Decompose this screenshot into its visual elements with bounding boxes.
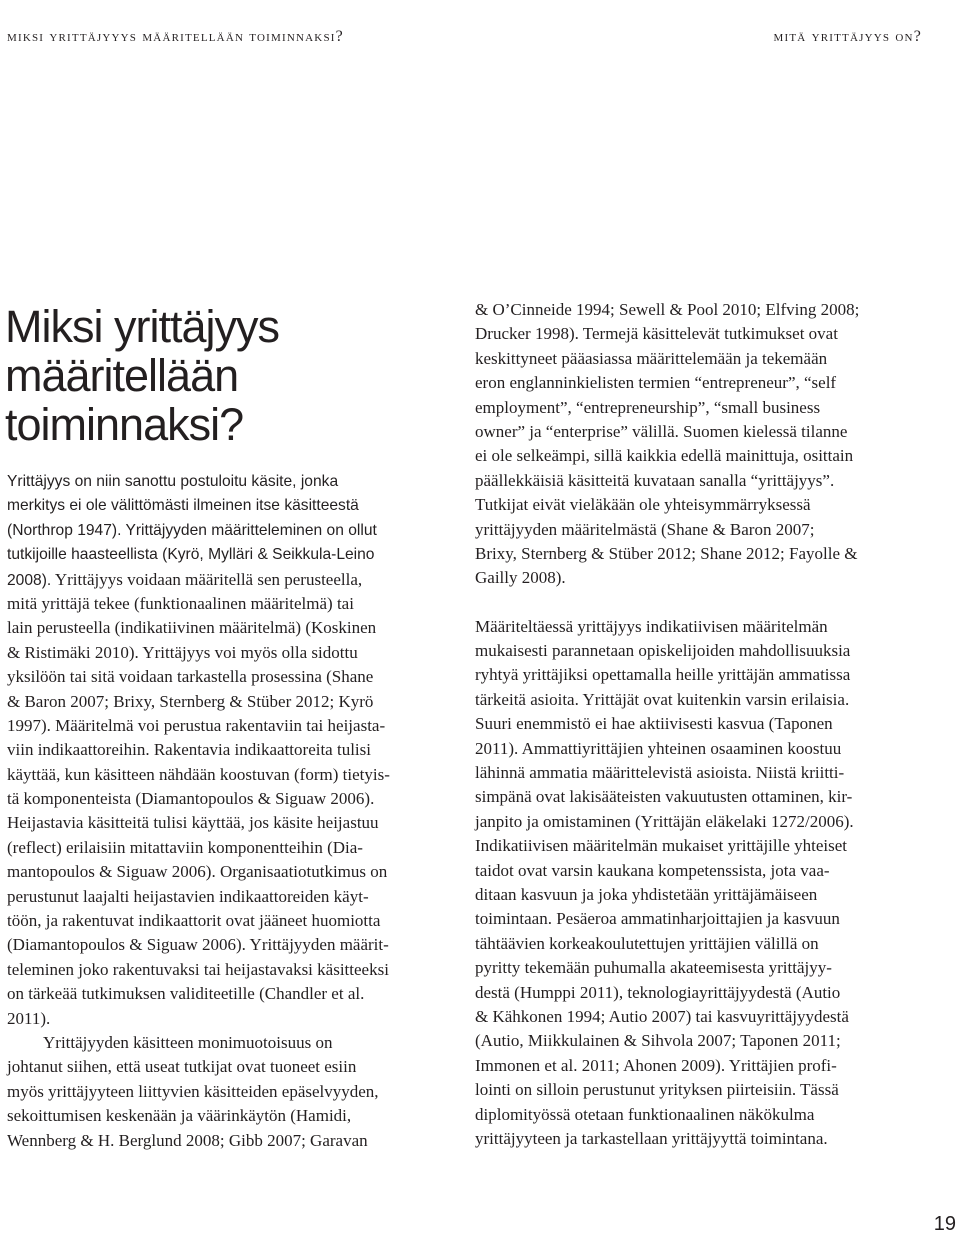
left-column [7, 470, 462, 1153]
text-line: viin indikaattoreihin. Rakentavia indikaattoreita tulisi [7, 740, 371, 760]
paragraph-start: Yrittäjyys voidaan määritellä sen perusteella, [51, 569, 363, 589]
body-paragraph [7, 568, 462, 1031]
running-header-right: mitä yrittäjyys on? [773, 28, 922, 45]
text-line: Immonen et al. 2011; Ahonen 2009). Yrittäjien profi- [475, 1055, 837, 1075]
section-title [5, 302, 425, 449]
text-line: janpito ja omistaminen (Yrittäjän eläkelaki 1272/2006). [475, 811, 854, 831]
text-line: Gailly 2008). [475, 568, 566, 588]
text-line: teleminen joko rakentuvaksi tai heijastavaksi käsitteeksi [7, 959, 389, 979]
text-line: ei ole selkeämpi, sillä kaikkia edellä mainittuja, osittain [475, 446, 854, 466]
text-line: töön, ja rakentuvat indikaattorit ovat jääneet huomiotta [7, 911, 381, 931]
paragraph-gap [475, 591, 935, 615]
text-line: tä komponenteista (Diamantopoulos & Siguaw 2006). [7, 789, 375, 809]
section-title-line: Miksi yrittäjyys [5, 301, 279, 352]
text-line: on tärkeää tutkimuksen validiteetille (Chandler et al. [7, 984, 365, 1004]
text-line: keskittyneet pääasiassa määrittelemään ja tekemään [475, 348, 828, 368]
text-line: myös yrittäjyyteen liittyvien käsitteiden epäselvyyden, [7, 1081, 379, 1101]
intro-tail: 2008). [7, 571, 52, 589]
text-line: & O’Cinneide 1994; Sewell & Pool 2010; Elfving 2008; [475, 300, 860, 319]
body-paragraph [475, 298, 935, 591]
text-line: mitä yrittäjä tekee (funktionaalinen määritelmä) tai [7, 593, 354, 613]
text-line: pyritty tekemään puhumalla akateemisesta yrittäjyy- [475, 958, 832, 978]
text-line: tutkijoille haasteellista (Kyrö, Mylläri & Seikkula-Leino [7, 546, 375, 564]
text-line: päällekkäisiä käsitteitä kuvataan sanalla “yrittäjyys”. [475, 470, 835, 490]
text-line: mantopoulos & Siguaw 2006). Organisaatiotutkimus on [7, 862, 388, 882]
text-line: Yrittäjyys on niin sanottu postuloitu käsite, jonka [7, 473, 339, 490]
text-line: ryhtyä yrittäjiksi opettamalla heille yrittäjän ammatissa [475, 665, 851, 685]
text-line: yksilöön tai sitä voidaan tarkastella prosessina (Shane [7, 667, 374, 687]
section-title-line: toiminnaksi? [5, 399, 244, 450]
text-line: yrittäjyyden määritelmästä (Shane & Baron 2007; [475, 519, 815, 539]
text-line: toimintaan. Pesäeroa ammatinharjoittajien ja kasvuun [475, 909, 840, 929]
text-line: Yrittäjyyden käsitteen monimuotoisuus on [43, 1032, 333, 1052]
text-line [7, 568, 462, 592]
text-line: Heijastavia käsitteitä tulisi käyttää, jos käsite heijastuu [7, 813, 379, 833]
text-line: (Northrop 1947). Yrittäjyyden määritteleminen on ollut [7, 521, 377, 539]
text-line: mukaisesti parannetaan opiskelijoiden mahdollisuuksia [475, 641, 851, 661]
text-line: lain perusteella (indikatiivinen määritelmä) (Koskinen [7, 618, 377, 638]
text-line: & Ristimäki 2010). Yrittäjyys voi myös olla sidottu [7, 642, 358, 662]
text-line: sekoittumisen keskenään ja väärinkäytön (Hamidi, [7, 1106, 352, 1126]
text-line: Wennberg & H. Berglund 2008; Gibb 2007; Garavan [7, 1130, 368, 1150]
text-line: taidot ovat varsin kaukana kompetenssista, jota vaa- [475, 860, 830, 880]
text-line: johtanut siihen, että useat tutkijat ovat tuoneet esiin [7, 1057, 357, 1077]
body-paragraph [7, 1031, 462, 1153]
text-line: Indikatiivisen määritelmän mukaiset yrittäjille yhteiset [475, 836, 848, 856]
text-line: & Kähkonen 1994; Autio 2007) tai kasvuyrittäjyydestä [475, 1006, 849, 1026]
text-line: tärkeitä asioita. Yrittäjät ovat kuitenkin varsin erilaisia. [475, 689, 850, 709]
text-line: 1997). Määritelmä voi perustua rakentaviin tai heijasta- [7, 715, 386, 735]
text-line: (Autio, Miikkulainen & Sihvola 2007; Taponen 2011; [475, 1031, 841, 1051]
text-line: destä (Humppi 2011), teknologiayrittäjyydestä (Autio [475, 982, 841, 1002]
text-line: employment”, “entrepreneurship”, “small business [475, 397, 821, 417]
right-column [475, 298, 935, 1151]
text-line: Brixy, Sternberg & Stüber 2012; Shane 2012; Fayolle & [475, 543, 858, 563]
text-line: perustunut laajalti heijastavien indikaattoreiden käyt- [7, 886, 369, 906]
section-title-line: määritellään [5, 350, 239, 401]
text-line: tähtäävien korkeakoulutettujen yrittäjien välillä on [475, 933, 819, 953]
text-line: Tutkijat eivät vieläkään ole yhteisymmärryksessä [475, 495, 811, 515]
page-number: 19 [933, 1213, 956, 1235]
text-line: Drucker 1998). Termejä käsittelevät tutkimukset ovat [475, 324, 838, 344]
text-line: käyttää, kun käsitteen nähdään koostuvan (form) tietyis- [7, 764, 390, 784]
text-line: lointi on silloin perustunut yrityksen piirteisiin. Tässä [475, 1080, 839, 1100]
text-line: eron englanninkielisten termien “entrepreneur”, “self [475, 373, 837, 393]
text-line: (Diamantopoulos & Siguaw 2006). Yrittäjyyden määrit- [7, 935, 389, 955]
text-line: Määriteltäessä yrittäjyys indikatiivisen määritelmän [475, 616, 828, 636]
text-line: 2011). [7, 1008, 51, 1028]
intro-paragraph [7, 470, 462, 568]
text-line: merkitys ei ole välittömästi ilmeinen itse käsitteestä [7, 497, 359, 515]
running-header-left: miksi yrittäjyyys määritellään toiminnaksi? [7, 28, 344, 45]
text-line: owner” ja “enterprise” välillä. Suomen kielessä tilanne [475, 421, 848, 441]
body-paragraph [475, 615, 935, 1152]
text-line: diplomityössä otetaan funktionaalinen näkökulma [475, 1104, 815, 1124]
text-line: ditaan kasvuun ja joka yhdistetään yrittäjämäiseen [475, 884, 818, 904]
text-line: simpänä ovat lakisääteisten vakuutusten ottaminen, kir- [475, 787, 853, 807]
text-line: (reflect) erilaisiin mitattaviin komponentteihin (Dia- [7, 837, 363, 857]
text-line: 2011). Ammattiyrittäjien yhteinen osaaminen koostuu [475, 738, 842, 758]
text-line: lähinnä ammatia määrittelevistä asioista. Niistä kriitti- [475, 763, 845, 783]
text-line: Suuri enemmistö ei hae aktiivisesti kasvua (Taponen [475, 714, 833, 734]
text-line: yrittäjyyteen ja tarkastellaan yrittäjyyttä toimintana. [475, 1128, 828, 1148]
text-line: & Baron 2007; Brixy, Sternberg & Stüber 2012; Kyrö [7, 691, 374, 711]
